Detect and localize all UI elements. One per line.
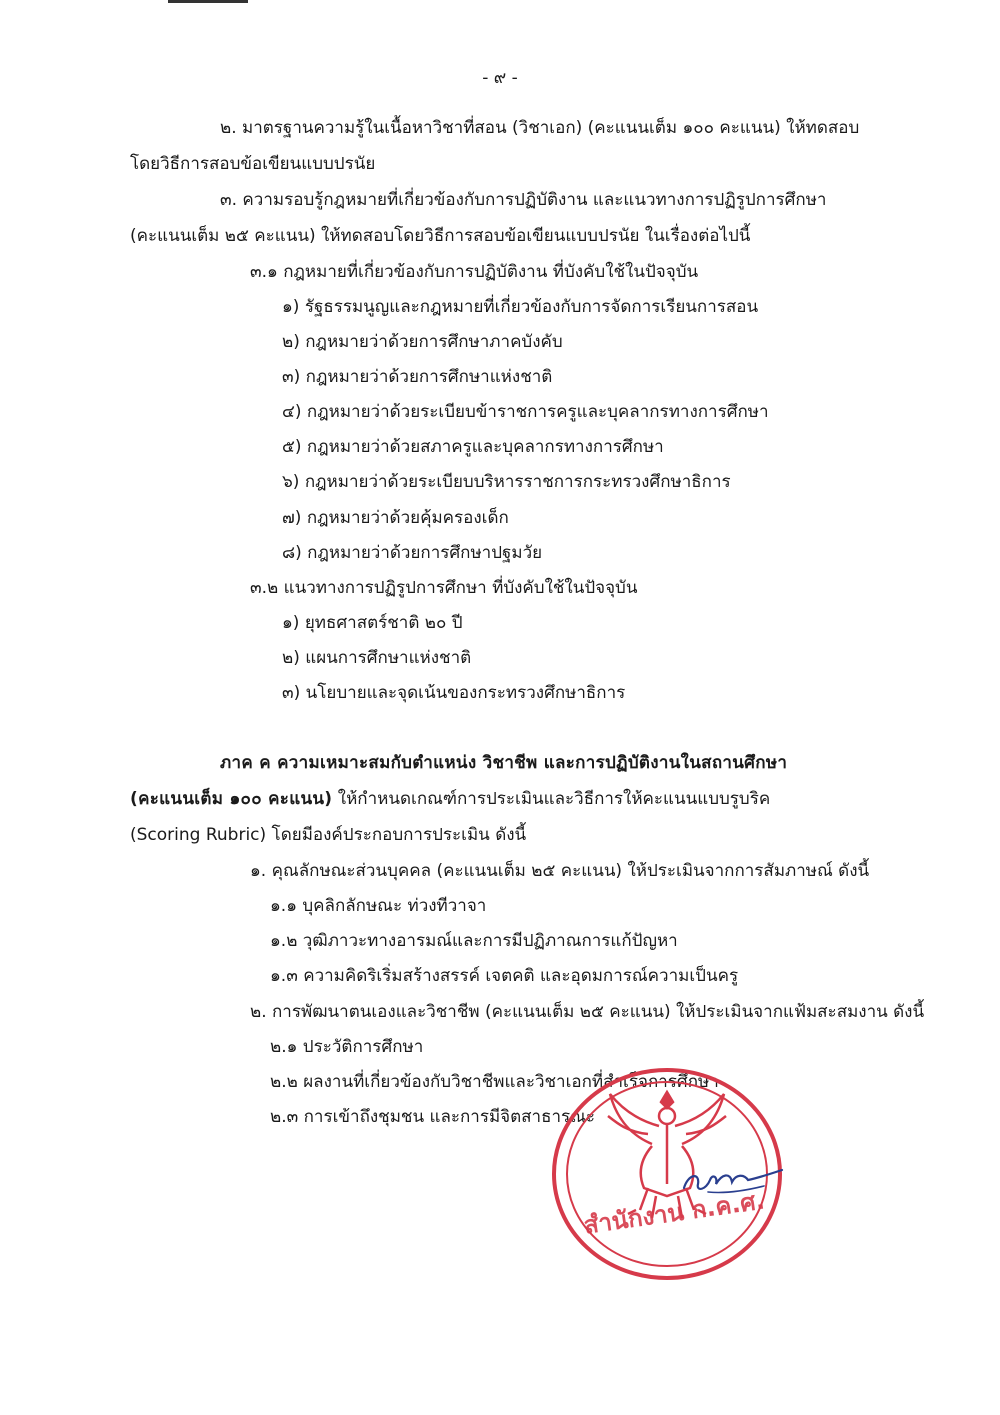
- paragraph-item-2: ๒. มาตรฐานความรู้ในเนื้อหาวิชาที่สอน (วิชาเอก) (คะแนนเต็ม ๑๐๐ คะแนน) ให้ทดสอบ: [220, 118, 860, 138]
- list-item: ๗) กฎหมายว่าด้วยคุ้มครองเด็ก: [282, 508, 509, 528]
- paragraph-item-3: ๓. ความรอบรู้กฎหมายที่เกี่ยวข้องกับการปฏิบัติงาน และแนวทางการปฏิรูปการศึกษา: [220, 190, 827, 210]
- criterion-2: ๒. การพัฒนาตนเองและวิชาชีพ (คะแนนเต็ม ๒๕ คะแนน) ให้ประเมินจากแฟ้มสะสมงาน ดังนี้: [250, 1002, 925, 1022]
- sub-criterion: ๑.๒ วุฒิภาวะทางอารมณ์และการมีปฏิภาณการแก้ปัญหา: [270, 931, 678, 951]
- sub-criterion: ๑.๑ บุคลิกลักษณะ ท่วงทีวาจา: [270, 896, 487, 916]
- page-number: - ๙ -: [482, 68, 518, 88]
- subheading-3-2: ๓.๒ แนวทางการปฏิรูปการศึกษา ที่บังคับใช้ในปัจจุบัน: [250, 578, 638, 598]
- section-heading-score: (คะแนนเต็ม ๑๐๐ คะแนน): [130, 789, 333, 809]
- list-item: ๒) กฎหมายว่าด้วยการศึกษาภาคบังคับ: [282, 332, 563, 352]
- subheading-3-1: ๓.๑ กฎหมายที่เกี่ยวข้องกับการปฏิบัติงาน ที่บังคับใช้ในปัจจุบัน: [250, 262, 699, 282]
- section-intro-text: ให้กำหนดเกณฑ์การประเมินและวิธีการให้คะแนนแบบรูบริค: [332, 789, 771, 809]
- criterion-1: ๑. คุณลักษณะส่วนบุคคล (คะแนนเต็ม ๒๕ คะแนน) ให้ประเมินจากการสัมภาษณ์ ดังนี้: [250, 861, 870, 881]
- list-item: ๘) กฎหมายว่าด้วยการศึกษาปฐมวัย: [282, 543, 543, 563]
- top-edge-mark: [168, 0, 248, 3]
- sub-criterion: ๒.๑ ประวัติการศึกษา: [270, 1037, 424, 1057]
- list-item: ๒) แผนการศึกษาแห่งชาติ: [282, 648, 472, 668]
- paragraph-item-2-cont: โดยวิธีการสอบข้อเขียนแบบปรนัย: [130, 154, 376, 174]
- sub-criterion: ๒.๓ การเข้าถึงชุมชน และการมีจิตสาธารณะ: [270, 1107, 596, 1127]
- list-item: ๕) กฎหมายว่าด้วยสภาครูและบุคลากรทางการศึกษา: [282, 437, 664, 457]
- list-item: ๑) ยุทธศาสตร์ชาติ ๒๐ ปี: [282, 613, 463, 633]
- section-heading: ภาค ค ความเหมาะสมกับตำแหน่ง วิชาชีพ และการปฏิบัติงานในสถานศึกษา: [220, 753, 788, 773]
- sub-criterion: ๒.๒ ผลงานที่เกี่ยวข้องกับวิชาชีพและวิชาเอกที่สำเร็จการศึกษา: [270, 1072, 719, 1092]
- list-item: ๓) กฎหมายว่าด้วยการศึกษาแห่งชาติ: [282, 367, 553, 387]
- paragraph-item-3-cont: (คะแนนเต็ม ๒๕ คะแนน) ให้ทดสอบโดยวิธีการสอบข้อเขียนแบบปรนัย ในเรื่องต่อไปนี้: [130, 226, 751, 246]
- section-intro: [130, 788, 770, 810]
- seal-label: สำนักงาน ก.ค.ศ.: [582, 1186, 767, 1240]
- handwritten-signature-icon: [678, 1160, 788, 1200]
- list-item: ๑) รัฐธรรมนูญและกฎหมายที่เกี่ยวข้องกับการจัดการเรียนการสอน: [282, 297, 759, 317]
- section-intro-cont: (Scoring Rubric) โดยมีองค์ประกอบการประเมิน ดังนี้: [130, 825, 527, 845]
- list-item: ๖) กฎหมายว่าด้วยระเบียบบริหารราชการกระทรวงศึกษาธิการ: [282, 472, 731, 492]
- sub-criterion: ๑.๓ ความคิดริเริ่มสร้างสรรค์ เจตคติ และอุดมการณ์ความเป็นครู: [270, 966, 739, 986]
- list-item: ๔) กฎหมายว่าด้วยระเบียบข้าราชการครูและบุคลากรทางการศึกษา: [282, 402, 769, 422]
- list-item: ๓) นโยบายและจุดเน้นของกระทรวงศึกษาธิการ: [282, 683, 626, 703]
